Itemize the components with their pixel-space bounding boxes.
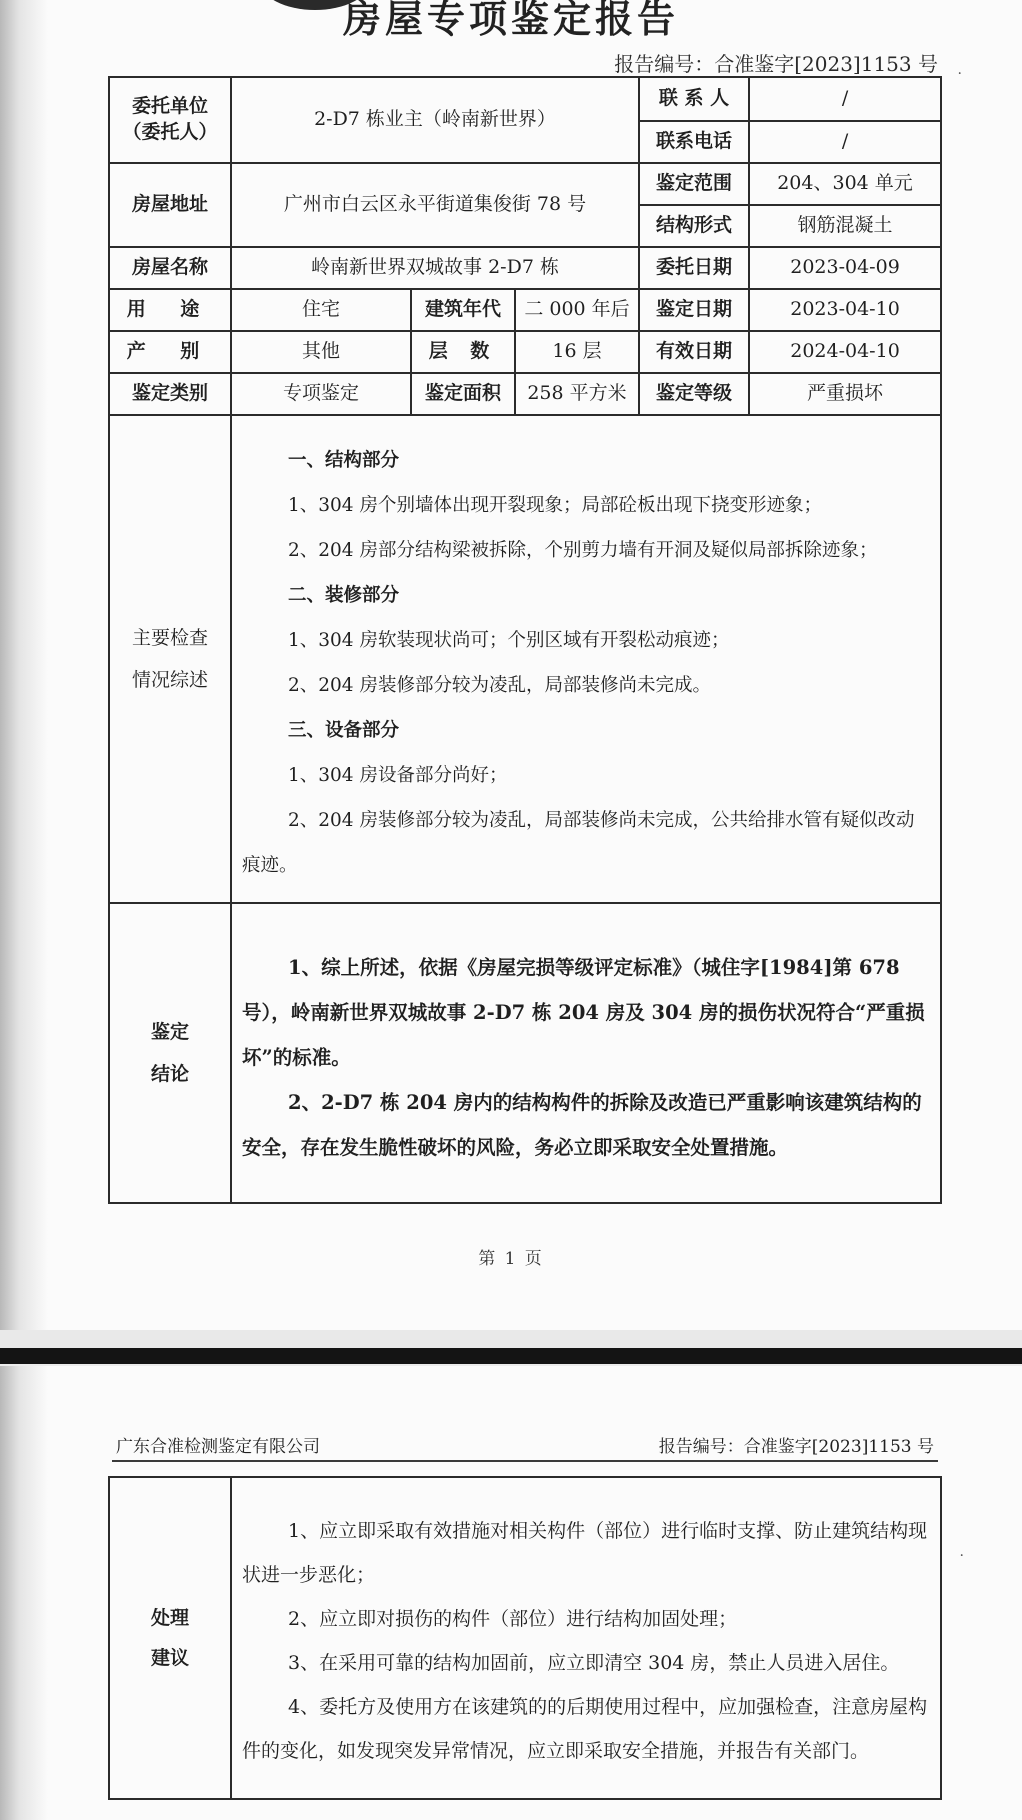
- contact-label: 联 系 人: [639, 77, 749, 121]
- phone-value: /: [749, 121, 941, 163]
- property-type-label: 产 别: [109, 331, 231, 373]
- appraisal-info-table: [108, 76, 942, 1204]
- page-divider: [0, 1348, 1022, 1364]
- area-label: 鉴定面积: [411, 373, 515, 415]
- suggestion-item-1: 1、应立即采取有效措施对相关构件（部位）进行临时支撑、防止建筑结构现状进一步恶化；: [242, 1520, 928, 1586]
- valid-date-label: 有效日期: [639, 331, 749, 373]
- report-number: 报告编号：合准鉴字[2023]1153 号: [658, 1437, 934, 1457]
- equipment-item-1: 1、304 房设备部分尚好；: [288, 765, 508, 786]
- decoration-item-1: 1、304 房软装现状尚可；个别区域有开裂松动痕迹；: [288, 630, 730, 651]
- scan-dot: .: [957, 62, 962, 78]
- floors-label: 层 数: [411, 331, 515, 373]
- conclusion-label: 鉴定 结论: [109, 903, 231, 1203]
- commission-date-label: 委托日期: [639, 247, 749, 289]
- page-header: [112, 1426, 938, 1462]
- grade-value: 严重损坏: [749, 373, 941, 415]
- scan-shadow: [0, 1366, 48, 1820]
- suggestion-item-3: 3、在采用可靠的结构加固前，应立即清空 304 房，禁止人员进入居住。: [288, 1652, 900, 1674]
- report-number: 报告编号：合准鉴字[2023]1153 号: [614, 52, 938, 76]
- floors-value: 16 层: [515, 331, 639, 373]
- scope-label: 鉴定范围: [639, 163, 749, 205]
- phone-label: 联系电话: [639, 121, 749, 163]
- inspection-summary: [231, 415, 941, 903]
- category-value: 专项鉴定: [231, 373, 411, 415]
- structure-item-2: 2、204 房部分结构梁被拆除，个别剪力墙有开洞及疑似局部拆除迹象；: [288, 540, 878, 561]
- suggestion-table: [108, 1476, 942, 1800]
- page-gap: [0, 1330, 1022, 1348]
- appraisal-date-value: 2023-04-10: [749, 289, 941, 331]
- built-year-value: 二 000 年后: [515, 289, 639, 331]
- use-label: 用 途: [109, 289, 231, 331]
- conclusion-item-1: 1、综上所述，依据《房屋完损等级评定标准》（城住字[1984]第 678 号），岭南新世界双城故事 2-D7 栋 204 房及 304 房的损伤状况符合“严重损坏”的标准。: [242, 955, 925, 1069]
- section-equipment-heading: 三、设备部分: [288, 720, 400, 741]
- commission-date-value: 2023-04-09: [749, 247, 941, 289]
- use-value: 住宅: [231, 289, 411, 331]
- section-structure-heading: 一、结构部分: [288, 450, 400, 471]
- valid-date-value: 2024-04-10: [749, 331, 941, 373]
- page-number: 第 1 页: [478, 1249, 544, 1269]
- contact-value: /: [749, 77, 941, 121]
- conclusion-body: [231, 903, 941, 1203]
- category-label: 鉴定类别: [109, 373, 231, 415]
- inspection-label: 主要检查 情况综述: [109, 415, 231, 903]
- name-value: 岭南新世界双城故事 2-D7 栋: [231, 247, 639, 289]
- report-title: 房屋专项鉴定报告: [342, 0, 679, 41]
- scope-value: 204、304 单元: [749, 163, 941, 205]
- conclusion-item-2: 2、2-D7 栋 204 房内的结构构件的拆除及改造已严重影响该建筑结构的安全，存在发生脆性破坏的风险，务必立即采取安全处置措施。: [242, 1090, 922, 1159]
- report-page-2: [0, 1366, 1022, 1820]
- company-name: 广东合准检测鉴定有限公司: [116, 1437, 320, 1457]
- scan-shadow: [0, 0, 48, 1330]
- structure-label: 结构形式: [639, 205, 749, 247]
- address-value: 广州市白云区永平街道集俊街 78 号: [231, 163, 639, 247]
- suggestion-label: 处理 建议: [109, 1477, 231, 1799]
- name-label: 房屋名称: [109, 247, 231, 289]
- area-value: 258 平方米: [515, 373, 639, 415]
- structure-item-1: 1、304 房个别墙体出现开裂现象；局部砼板出现下挠变形迹象；: [288, 495, 822, 516]
- built-year-label: 建筑年代: [411, 289, 515, 331]
- equipment-item-2: 2、204 房装修部分较为凌乱，局部装修尚未完成，公共给排水管有疑似改动痕迹。: [242, 810, 915, 876]
- structure-value: 钢筋混凝土: [749, 205, 941, 247]
- grade-label: 鉴定等级: [639, 373, 749, 415]
- decoration-item-2: 2、204 房装修部分较为凌乱，局部装修尚未完成。: [288, 675, 711, 696]
- property-type-value: 其他: [231, 331, 411, 373]
- section-decoration-heading: 二、装修部分: [288, 585, 400, 606]
- client-label: 委托单位 （委托人）: [109, 77, 231, 163]
- suggestion-body: [231, 1477, 941, 1799]
- client-value: 2-D7 栋业主（岭南新世界）: [231, 77, 639, 163]
- scan-dot: .: [959, 1544, 964, 1560]
- suggestion-item-2: 2、应立即对损伤的构件（部位）进行结构加固处理；: [288, 1608, 738, 1630]
- appraisal-date-label: 鉴定日期: [639, 289, 749, 331]
- suggestion-item-4: 4、委托方及使用方在该建筑的的后期使用过程中，应加强检查，注意房屋构件的变化，如发现突发异常情况，应立即采取安全措施，并报告有关部门。: [242, 1696, 928, 1762]
- address-label: 房屋地址: [109, 163, 231, 247]
